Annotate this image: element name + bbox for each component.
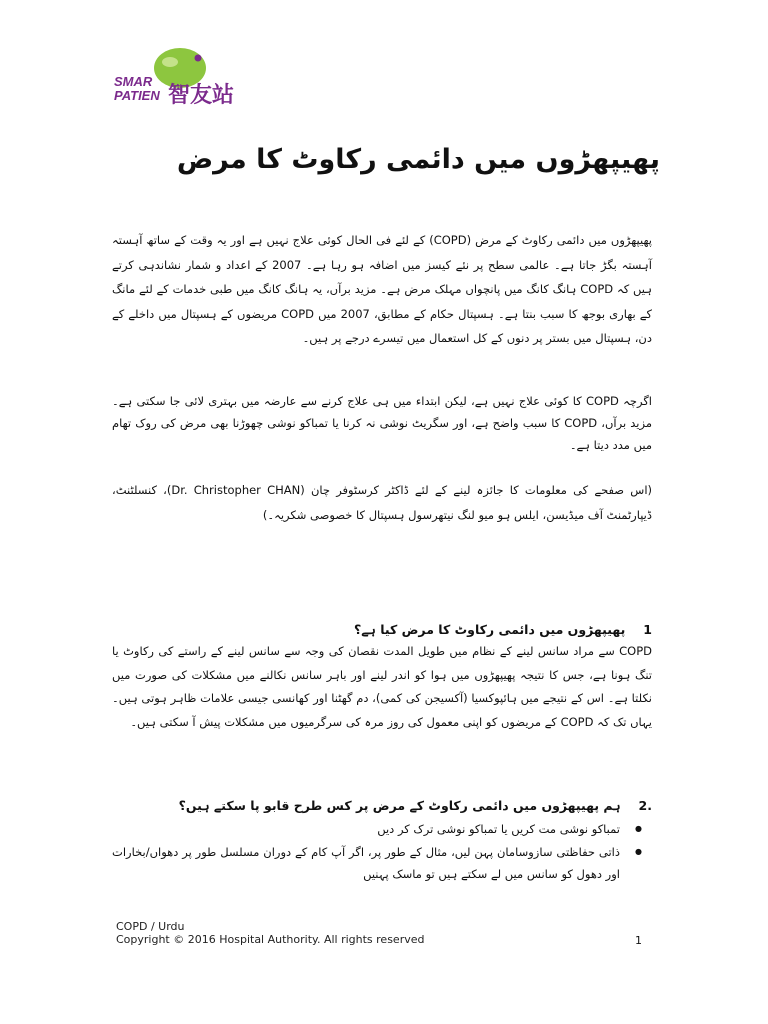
acknowledgement-paragraph: (اس صفحے کی معلومات کا جائزہ لینے کے لئے ڈاکٹر کرسٹوفر چان (Dr. Christopher CHAN)، کنسلٹنٹ، ڈیپارٹمنٹ آف میڈیسن، ایلس ہو میو لنگ نیتھرسول ہسپتال کا خصوصی شکریہ۔) bbox=[112, 483, 652, 522]
list-item: ● ذاتی حفاظتی سازوسامان پہن لیں، مثال کے طور پر، اگر آپ کام کے دوران مسلسل طور پر دھواں/بخارات اور دھول کو سانس میں لے سکتے ہیں تو ماسک پہنیں bbox=[112, 841, 642, 885]
logo-eye bbox=[195, 55, 202, 62]
page-number: 1 bbox=[635, 934, 642, 947]
footer bbox=[116, 920, 424, 946]
logo-text-line2: PATIEN bbox=[114, 88, 160, 103]
logo-graphic bbox=[112, 46, 242, 108]
section-2-number: .2 bbox=[638, 798, 652, 813]
smart-patient-logo bbox=[112, 46, 242, 108]
treatment-paragraph: اگرچہ COPD کا کوئی علاج نہیں ہے، لیکن ابتداء میں ہی علاج کرنے سے عارضہ میں بہتری لائی جا سکتی ہے۔ مزید برآں، COPD کا سبب واضح ہے، اور سگریٹ نوشی نہ کرنا یا تمباکو نوشی چھوڑنا بھی مرض کی روک تھام میں مدد دیتا ہے۔ bbox=[112, 394, 652, 452]
intro-paragraph: پھیپھڑوں میں دائمی رکاوٹ کے مرض (COPD) کے لئے فی الحال کوئی علاج نہیں ہے اور یہ وقت کے ساتھ آہستہ آہستہ بگڑ جاتا ہے۔ عالمی سطح پر نئے کیسز میں اضافہ ہو رہا ہے۔ 2007 کے اعداد و شمار نشاندہی کرتے ہیں کہ COPD ہانگ کانگ میں پانچواں مہلک مرض ہے۔ مزید برآں، یہ ہانگ کانگ میں طبی خدمات کے لئے مانگ کے بھاری بوجھ کا سبب بنتا ہے۔ ہسپتال حکام کے مطابق، 2007 میں COPD مریضوں کے ہسپتال میں داخلے کے دن، ہسپتال میں بستر پر دنوں کے کل استعمال میں تیسرے درجے پر ہیں۔ bbox=[112, 233, 653, 345]
logo-chinese-text: 智友站 bbox=[168, 83, 235, 108]
section-1-body: COPD سے مراد سانس لینے کے نظام میں طویل المدت نقصان کی وجہ سے سانس لینے کے راستے کی رکاوٹ یا تنگ ہونا ہے، جس کا نتیجہ پھیپھڑوں میں ہوا کو اندر لینے اور باہر سانس نکالنے میں مشکلات کی صورت میں نکلتا ہے۔ اس کے نتیجے میں ہائپوکسیا (آکسیجن کی کمی)، دم گھٹنا اور کھانسی جیسی علامات ظاہر ہوتی ہیں۔ یہاں تک کہ COPD کے مریضوں کو اپنی معمول کی روز مرہ کی سرگرمیوں میں مشکلات پیش آ سکتی ہیں۔ bbox=[112, 644, 652, 729]
section-1-heading bbox=[112, 620, 652, 640]
section-1-title: پھیپھڑوں میں دائمی رکاوٹ کا مرض کیا ہے؟ bbox=[353, 622, 626, 637]
section-2-heading bbox=[112, 796, 652, 816]
page-title: پھیپھڑوں میں دائمی رکاوٹ کا مرض bbox=[176, 144, 660, 175]
section-1-number: 1 bbox=[643, 622, 652, 637]
footer-document-label: COPD / Urdu bbox=[116, 920, 185, 933]
prevention-list bbox=[112, 820, 642, 885]
section-2-title: ہم پھیپھڑوں میں دائمی رکاوٹ کے مرض پر کس طرح قابو پا سکتے ہیں؟ bbox=[178, 798, 621, 813]
logo-highlight bbox=[162, 57, 178, 67]
logo-text-line1: SMAR bbox=[114, 74, 153, 89]
footer-copyright: Copyright © 2016 Hospital Authority. All rights reserved bbox=[116, 933, 425, 946]
list-item: ● تمباکو نوشی مت کریں یا تمباکو نوشی ترک کر دیں bbox=[112, 820, 642, 838]
logo-green-blob bbox=[154, 48, 206, 88]
